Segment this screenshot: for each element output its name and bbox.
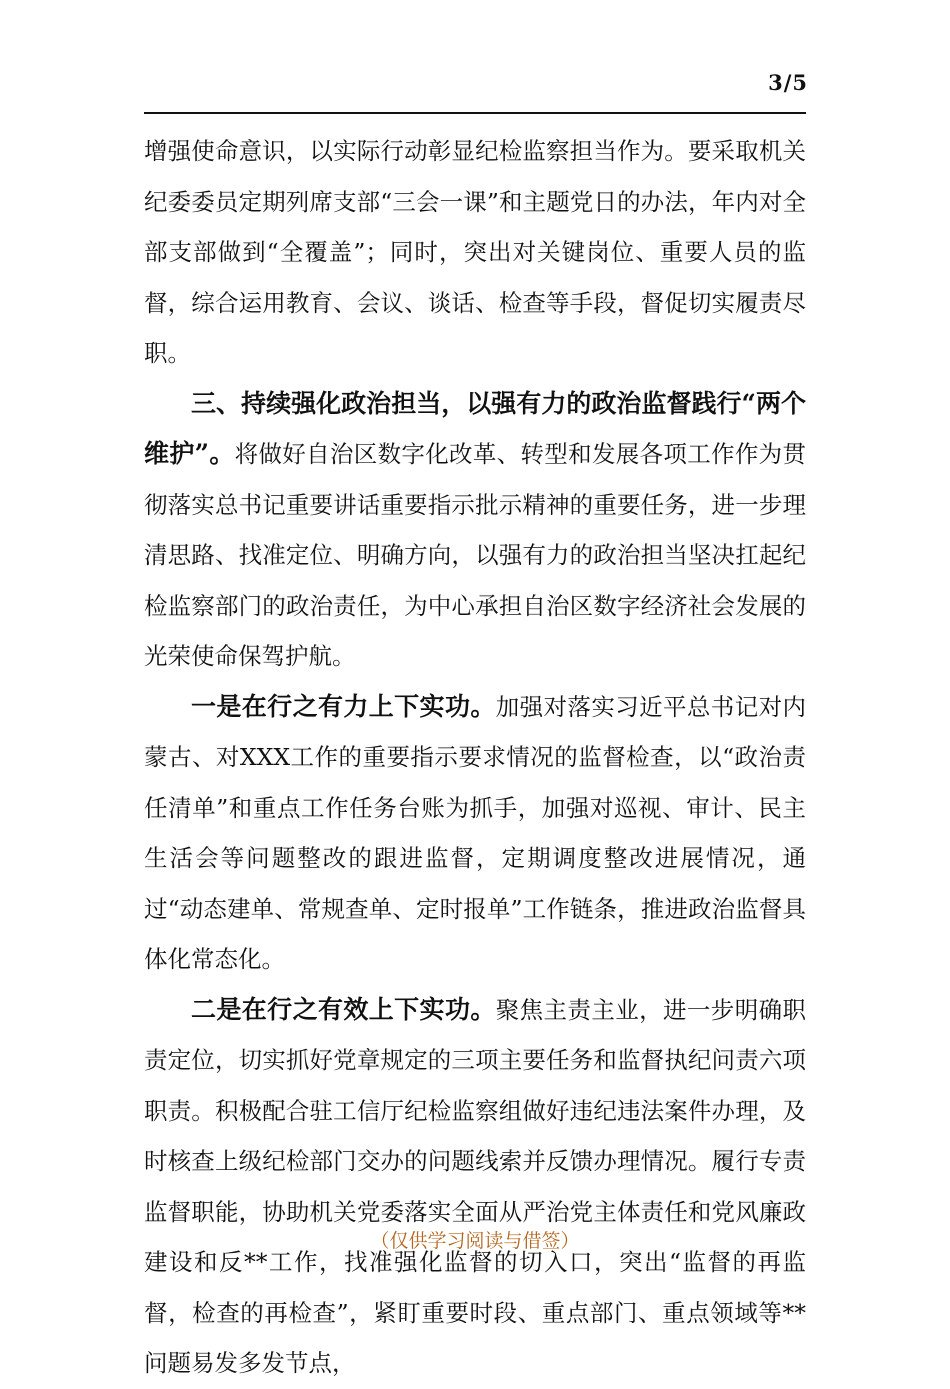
header-rule bbox=[144, 112, 806, 114]
paragraph-text: 聚焦主责主业，进一步明确职责定位，切实抓好党章规定的三项主要任务和监督执纪问责六项职责。积极配合驻工信厅纪检监察组做好违纪违法案件办理，及时核查上级纪检部门交办的问题线索并反馈办理情况。履行专责监督职能，协助机关党委落实全面从严治党主体责任和党风廉政建设和反**工作，找准强化监督的切入口，突出“监督的再监督，检查的再检查”，紧盯重要时段、重点部门、重点领域等**问题易发多发节点， bbox=[144, 995, 806, 1377]
paragraph-lead: 二是在行之有效上下实功。 bbox=[191, 994, 496, 1024]
paragraph-lead: 一是在行之有力上下实功。 bbox=[191, 691, 496, 721]
point-one-paragraph bbox=[144, 682, 806, 985]
point-two-paragraph bbox=[144, 985, 806, 1389]
section-heading: 三、持续强化政治担当，以强有力的政治监督践行“两个维护”。 bbox=[144, 388, 806, 468]
paragraph-text: 增强使命意识，以实际行动彰显纪检监察担当作为。要采取机关纪委委员定期列席支部“三会一课”和主题党日的办法，年内对全部支部做到“全覆盖”；同时，突出对关键岗位、重要人员的监督，综合运用教育、会议、谈话、检查等手段，督促切实履责尽职。 bbox=[144, 137, 806, 367]
paragraph-text: 将做好自治区数字化改革、转型和发展各项工作作为贯彻落实总书记重要讲话重要指示批示精神的重要任务，进一步理清思路、找准定位、明确方向，以强有力的政治担当坚决扛起纪检监察部门的政治责任，为中心承担自治区数字经济社会发展的光荣使命保驾护航。 bbox=[144, 440, 806, 670]
paragraph-continued bbox=[144, 126, 806, 379]
paragraph-text: 加强对落实习近平总书记对内蒙古、对XXX工作的重要指示要求情况的监督检查，以“政治责任清单”和重点工作任务台账为抓手，加强对巡视、审计、民主生活会等问题整改的跟进监督，定期调度整改进展情况，通过“动态建单、常规查单、定时报单”工作链条，推进政治监督具体化常态化。 bbox=[144, 692, 806, 973]
section-three-paragraph bbox=[144, 379, 806, 682]
page-number: 3/5 bbox=[768, 70, 808, 95]
document-body bbox=[144, 126, 806, 1389]
footer-note: （仅供学习阅读与借签） bbox=[370, 1230, 580, 1252]
